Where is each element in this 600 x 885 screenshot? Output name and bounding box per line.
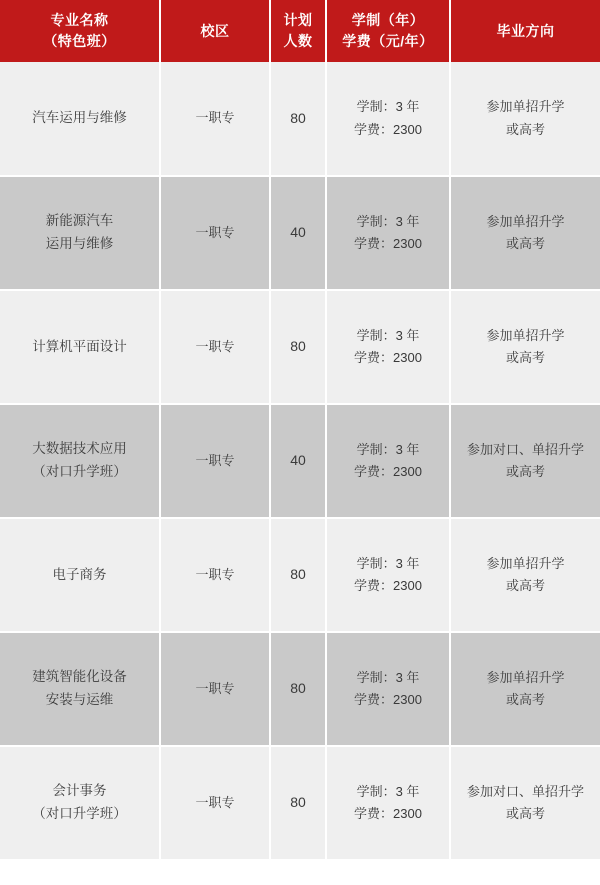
cell-line: 或高考 <box>505 236 545 251</box>
cell-graduation-direction <box>450 632 600 746</box>
column-header-plan-count <box>270 0 326 62</box>
cell-campus <box>160 176 270 290</box>
table-header <box>0 0 600 62</box>
cell-line: 学费：2300 <box>354 692 422 707</box>
cell-line: 学制：3 年 <box>356 555 420 571</box>
cell-line: 学费：2300 <box>354 578 422 593</box>
table-header-row <box>0 0 600 62</box>
cell-line: 汽车运用与维修 <box>32 110 127 126</box>
cell-line: 学费：2300 <box>354 236 422 251</box>
cell-graduation-direction <box>450 404 600 518</box>
cell-major-name <box>0 518 160 632</box>
cell-line: 参加单招升学 <box>486 555 565 571</box>
cell-duration-fee <box>326 62 450 176</box>
cell-line: 学费：2300 <box>354 121 422 137</box>
cell-line: 学制：3 年 <box>356 99 420 115</box>
cell-duration-fee <box>326 518 450 632</box>
cell-line: 一职专 <box>195 110 235 126</box>
cell-graduation-direction <box>450 62 600 176</box>
cell-line: 或高考 <box>505 578 545 593</box>
cell-duration-fee <box>326 290 450 404</box>
column-header-line: 计划 <box>283 12 313 28</box>
cell-line: 学制：3 年 <box>356 441 420 457</box>
table-row <box>0 746 600 860</box>
cell-plan-count <box>270 632 326 746</box>
cell-line: 建筑智能化设备 <box>32 669 127 685</box>
cell-line: 参加单招升学 <box>486 213 565 229</box>
cell-line: 会计事务 <box>52 783 107 799</box>
cell-line: 参加对口、单招升学 <box>466 783 584 799</box>
cell-major-name <box>0 176 160 290</box>
cell-line: 大数据技术应用 <box>32 441 127 457</box>
cell-campus <box>160 746 270 860</box>
column-header-line: 校区 <box>200 22 230 39</box>
cell-campus <box>160 62 270 176</box>
cell-line: 学制：3 年 <box>356 669 420 685</box>
cell-plan-count <box>270 290 326 404</box>
cell-line: 学制：3 年 <box>356 213 420 229</box>
cell-campus <box>160 404 270 518</box>
table-row <box>0 518 600 632</box>
cell-line: 参加对口、单招升学 <box>466 441 584 457</box>
cell-line: 电子商务 <box>52 566 107 582</box>
cell-line: 或高考 <box>505 464 545 479</box>
cell-line: 学制：3 年 <box>356 327 420 343</box>
cell-line: 参加单招升学 <box>486 99 565 115</box>
cell-plan-count <box>270 518 326 632</box>
column-header-line: 人数 <box>283 33 313 49</box>
cell-line: 学费：2300 <box>354 806 422 821</box>
table-row <box>0 62 600 176</box>
cell-line: 40 <box>290 224 306 241</box>
cell-duration-fee <box>326 632 450 746</box>
cell-line: 计算机平面设计 <box>32 338 127 354</box>
cell-campus <box>160 632 270 746</box>
cell-line: 或高考 <box>505 121 545 137</box>
column-header-graduation-direction <box>450 0 600 62</box>
cell-graduation-direction <box>450 176 600 290</box>
cell-line: 学费：2300 <box>354 464 422 479</box>
cell-line: 一职专 <box>195 680 235 696</box>
cell-line: 安装与运维 <box>45 692 114 707</box>
cell-line: 一职专 <box>195 794 235 810</box>
cell-major-name <box>0 746 160 860</box>
cell-campus <box>160 518 270 632</box>
cell-line: 新能源汽车 <box>45 213 114 229</box>
column-header-line: 学制（年） <box>351 12 425 28</box>
cell-plan-count <box>270 404 326 518</box>
cell-duration-fee <box>326 176 450 290</box>
cell-line: （对口升学班） <box>32 464 127 479</box>
table-row <box>0 404 600 518</box>
cell-duration-fee <box>326 404 450 518</box>
cell-line: 80 <box>290 109 306 126</box>
cell-line: 80 <box>290 794 306 811</box>
cell-line: 参加单招升学 <box>486 669 565 685</box>
cell-line: 参加单招升学 <box>486 327 565 343</box>
cell-line: 一职专 <box>195 224 235 240</box>
cell-line: 80 <box>290 566 306 583</box>
cell-line: 一职专 <box>195 452 235 468</box>
cell-line: 或高考 <box>505 350 545 365</box>
cell-major-name <box>0 404 160 518</box>
cell-line: （对口升学班） <box>32 806 127 821</box>
cell-major-name <box>0 290 160 404</box>
cell-line: 或高考 <box>505 806 545 821</box>
cell-graduation-direction <box>450 746 600 860</box>
cell-plan-count <box>270 62 326 176</box>
column-header-line: （特色班） <box>43 33 116 49</box>
cell-line: 学制：3 年 <box>356 783 420 799</box>
cell-line: 一职专 <box>195 338 235 354</box>
table-body <box>0 62 600 860</box>
cell-plan-count <box>270 746 326 860</box>
column-header-line: 专业名称 <box>50 12 109 28</box>
cell-line: 80 <box>290 680 306 697</box>
column-header-major-name <box>0 0 160 62</box>
column-header-line: 学费（元/年） <box>342 33 434 49</box>
cell-duration-fee <box>326 746 450 860</box>
column-header-line: 毕业方向 <box>496 22 555 39</box>
column-header-duration-fee <box>326 0 450 62</box>
cell-major-name <box>0 632 160 746</box>
cell-line: 或高考 <box>505 692 545 707</box>
column-header-campus <box>160 0 270 62</box>
cell-graduation-direction <box>450 290 600 404</box>
cell-line: 40 <box>290 452 306 469</box>
table-row <box>0 632 600 746</box>
table-row <box>0 290 600 404</box>
cell-line: 运用与维修 <box>45 236 114 251</box>
cell-line: 一职专 <box>195 566 235 582</box>
cell-plan-count <box>270 176 326 290</box>
cell-line: 80 <box>290 338 306 355</box>
cell-campus <box>160 290 270 404</box>
cell-line: 学费：2300 <box>354 350 422 365</box>
cell-major-name <box>0 62 160 176</box>
cell-graduation-direction <box>450 518 600 632</box>
table-row <box>0 176 600 290</box>
